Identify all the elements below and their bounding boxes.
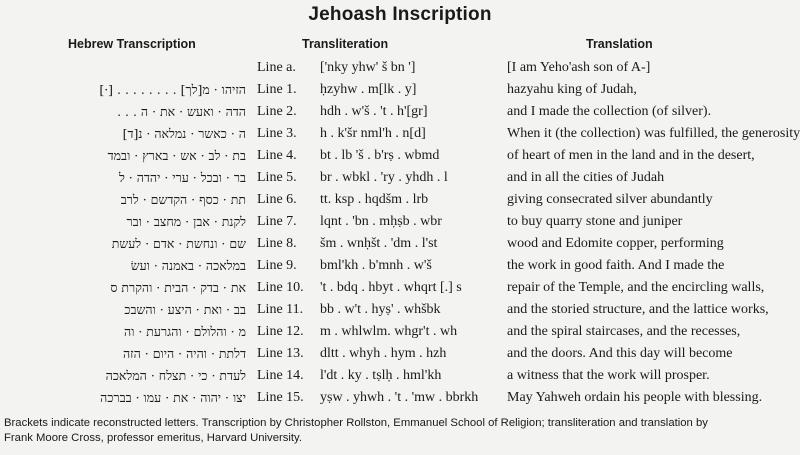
hebrew-text: ה · כאשר · נמלאה · נ[ד] [122,126,246,141]
line-number: Line a. [257,60,296,75]
translation-text: When it (the collection) was fulfilled, the generosity [507,126,800,141]
line-number: Line 15. [257,390,304,405]
line-number: Line 4. [257,148,297,163]
hebrew-text: דלתת · והיה · היום · הזה [122,346,246,361]
line-number: Line 5. [257,170,297,185]
hebrew-text: הדה · ואעש · את · ה . . . [117,104,246,119]
table-row [0,388,800,410]
hebrew-text: בת · לב · אש · בארץ · ובמד [107,148,246,163]
line-number: Line 3. [257,126,297,141]
table-row [0,322,800,344]
table-row [0,278,800,300]
hebrew-text: את · בדק · הבית · והקרת ס [110,280,246,295]
transliteration-text: tt. ksp . hqdšm . lrb [320,192,429,207]
transliteration-text: bt . lb 'š . b'rṣ . wbmd [320,148,440,163]
transliteration-text: m . whlwlm. whgr't . wh [320,324,458,339]
line-number: Line 7. [257,214,297,229]
table-row [0,344,800,366]
line-number: Line 11. [257,302,304,317]
translation-text: of heart of men in the land and in the desert, [507,148,755,163]
footnote-line: Frank Moore Cross, professor emeritus, Harvard University. [4,432,302,444]
hebrew-text: מ · והלולם · והגרעת · וה [124,324,246,339]
table-row [0,146,800,168]
hebrew-text: תת · כסף · הקדשם · לרב [120,192,246,207]
translation-text: May Yahweh ordain his people with blessing. [507,390,763,405]
transliteration-text: l'dt . ky . tṣlḥ . hml'kh [320,368,442,383]
hebrew-text: שם · ונחשת · אדם · לעשת [111,236,246,251]
translation-text: and the doors. And this day will become [507,346,733,361]
hebrew-text: יצו · יהוה · את · עמו · בברכה [100,390,246,405]
translation-text: and the storied structure, and the lattice works, [507,302,769,317]
page-title: Jehoash Inscription [308,4,492,25]
line-number: Line 10. [257,280,304,295]
translation-text: the work in good faith. And I made the [507,258,725,273]
transliteration-text: hdh . w'š . 't . h'[gr] [320,104,428,119]
footnote [4,416,794,446]
line-number: Line 12. [257,324,304,339]
hebrew-text: בב · ואת · היצע · והשבכ [124,302,246,317]
hebrew-column-header: Hebrew Transcription [68,37,196,51]
translation-column-header: Translation [586,37,653,51]
translation-text: wood and Edomite copper, performing [507,236,724,251]
line-number: Line 1. [257,82,297,97]
line-number: Line 6. [257,192,297,207]
translation-text: and I made the collection (of silver). [507,104,712,119]
transliteration-text: ['nky yhw' š bn '] [320,60,416,75]
line-number: Line 8. [257,236,297,251]
translation-text: to buy quarry stone and juniper [507,214,683,229]
transliteration-text: dltt . whyh . hym . hzh [320,346,447,361]
line-number: Line 2. [257,104,297,119]
table-row [0,366,800,388]
transliteration-text: bml'kh . b'mnh . w'š [320,258,432,273]
line-number: Line 9. [257,258,297,273]
translation-text: and in all the cities of Judah [507,170,665,185]
transliteration-text: lqnt . 'bn . mḥṣb . wbr [320,214,442,229]
translation-text: hazyahu king of Judah, [507,82,637,97]
line-number: Line 13. [257,346,304,361]
hebrew-text: במלאכה · באמנה · ועשׂ [130,258,246,273]
hebrew-text: בר · ובכל · ערי · יהדה · ל [118,170,246,185]
footnote-line: Brackets indicate reconstructed letters. Transcription by Christopher Rollston, Emmanuel School of Religion; transliteration and translation by [4,417,708,429]
table-row [0,58,800,80]
translation-text: repair of the Temple, and the encircling walls, [507,280,765,295]
translation-text: giving consecrated silver abundantly [507,192,713,207]
translation-text: a witness that the work will prosper. [507,368,710,383]
table-row [0,124,800,146]
line-number: Line 14. [257,368,304,383]
hebrew-text: לקנת · אבן · מחצב · ובר [126,214,246,229]
transliteration-text: šm . wnḥšt . 'dm . l'st [320,236,438,251]
table-row [0,80,800,102]
table-row [0,300,800,322]
table-row [0,212,800,234]
transliteration-text: bb . w't . hyṣ' . whšbk [320,302,441,317]
table-row [0,256,800,278]
table-row [0,102,800,124]
translation-text: [I am Yeho'ash son of A-] [507,60,651,75]
transliteration-text: br . wbkl . 'ry . yhdh . l [320,170,448,185]
table-row [0,190,800,212]
table-row [0,234,800,256]
hebrew-text: לעדת · כי · תצלח · המלאכה [105,368,246,383]
table-row [0,168,800,190]
transliteration-column-header: Transliteration [302,37,389,51]
transliteration-text: ḥzyhw . m[lk . y] [320,82,417,97]
translation-text: and the spiral staircases, and the recesses, [507,324,741,339]
transliteration-text: 't . bdq . hbyt . whqrt [.] s [320,280,462,295]
hebrew-text: הזיהו · מ[לך] . . . . . . . . [·] [99,82,246,97]
transliteration-text: yṣw . yhwh . 't . 'mw . bbrkh [320,390,479,405]
transliteration-text: h . k'šr nml'h . n[d] [320,126,426,141]
